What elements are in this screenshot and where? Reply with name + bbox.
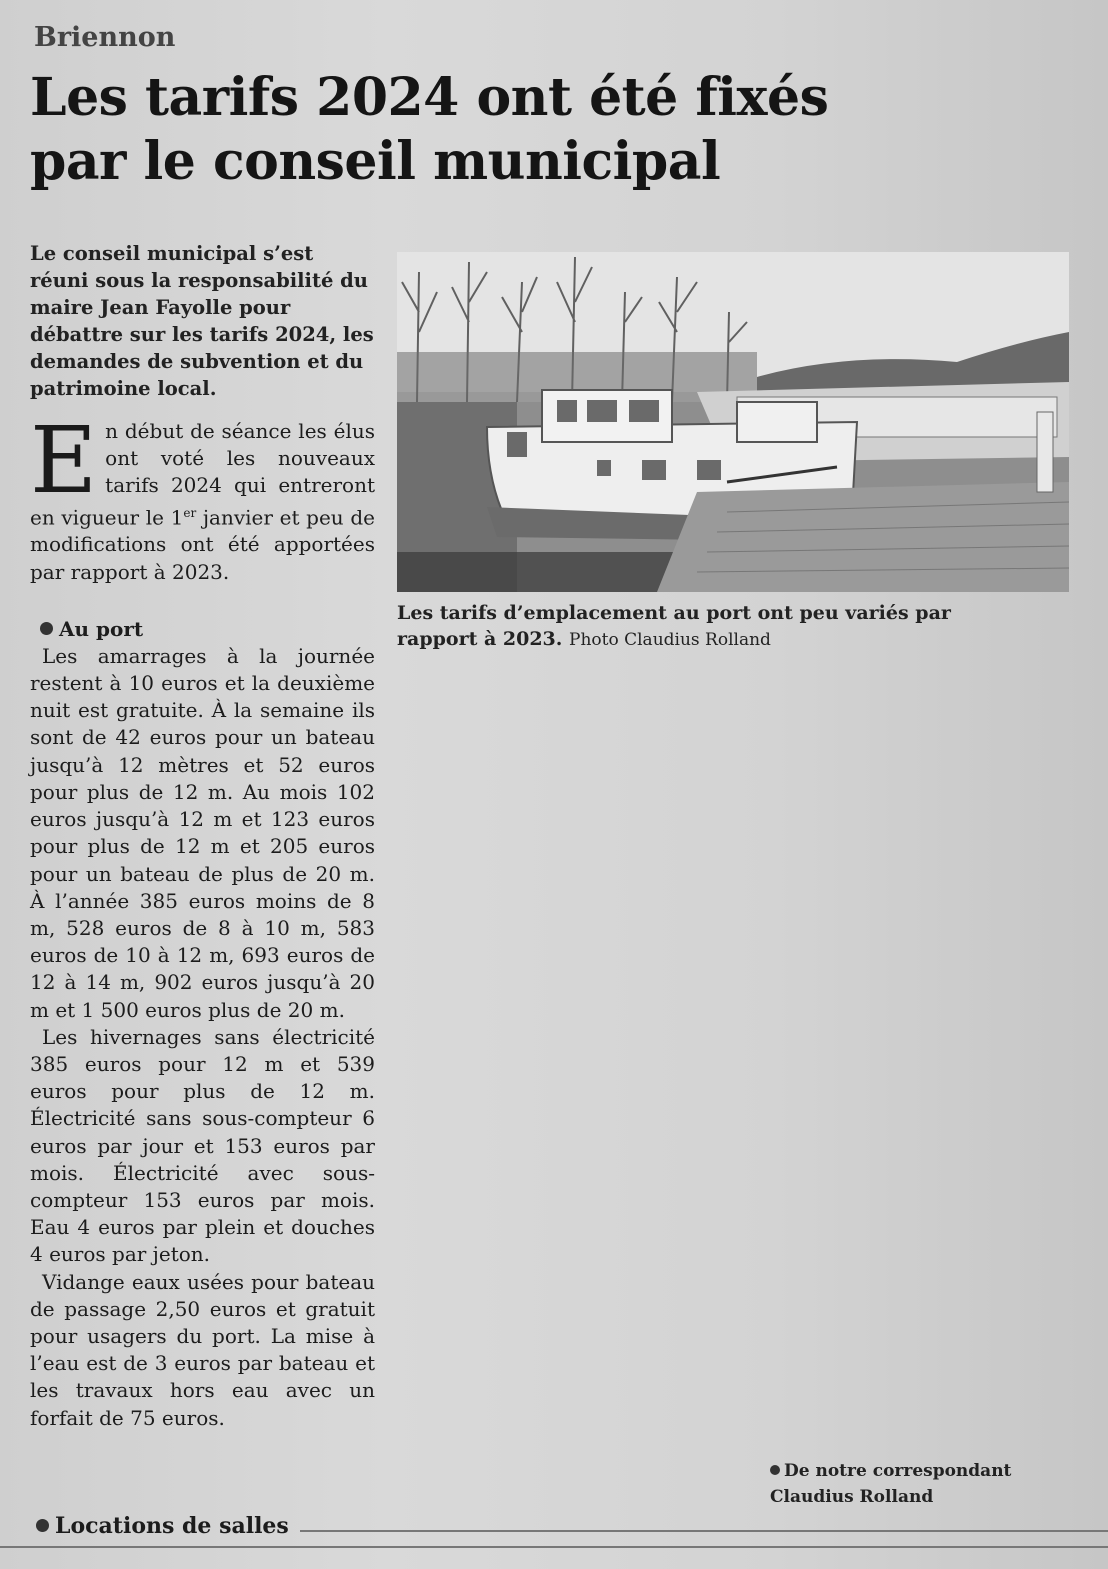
photo-caption-text: Les tarifs d’emplacement au port ont peu variés par rapport à 2023.: [397, 602, 951, 650]
article-kicker: Briennon: [34, 22, 176, 53]
bullet-icon: [40, 622, 53, 635]
drop-cap: E: [30, 407, 98, 514]
article-left-column: [30, 240, 375, 1432]
section-heading-port-label: Au port: [59, 616, 144, 641]
paragraph-wintering: Les hivernages sans électricité 385 euros pour 12 m et 539 euros pour plus de 12 m. Électricité sans sous-compteur 6 euros par jour et 153 euros par mois. Électricité avec sous-compteur 153 euros par mois. Eau 4 euros par plein et douches 4 euros par jeton.: [30, 1024, 375, 1267]
article-signature: [770, 1458, 1070, 1510]
section-heading-rooms-label: Locations de salles: [55, 1513, 289, 1539]
intro-text-a: n début de séance les élus ont voté les nouveaux tarifs 2024 qui entreront en vigueur le 1: [30, 419, 375, 530]
section-heading-port: [30, 616, 375, 643]
article-headline: [30, 66, 930, 194]
divider-rule: [300, 1530, 1108, 1532]
headline-line-1: Les tarifs 2024 ont été fixés: [30, 67, 829, 128]
paragraph-drainage: Vidange eaux usées pour bateau de passage 2,50 euros et gratuit pour usagers du port. La mise à l’eau est de 3 euros par bateau et les travaux hors eau avec un forfait de 75 euros.: [30, 1269, 375, 1430]
intro-superscript: er: [183, 505, 197, 520]
bullet-icon: [36, 1519, 49, 1532]
bullet-icon: [770, 1465, 780, 1475]
divider-rule-bottom: [0, 1546, 1108, 1548]
paragraph-moorings: Les amarrages à la journée restent à 10 euros et la deuxième nuit est gratuite. À la semaine ils sont de 42 euros pour un bateau jusqu’à 12 mètres et 52 euros pour plus de 12 m. Au mois 102 euros jusqu’à 12 m et 123 euros pour plus de 12 m et 205 euros pour un bateau de plus de 20 m. À l’année 385 euros moins de 8 m, 528 euros de 8 à 10 m, 583 euros de 10 à 12 m, 693 euros de 12 à 14 m, 902 euros jusqu’à 20 m et 1 500 euros plus de 20 m.: [30, 643, 375, 1022]
boats-photo-illustration: [397, 252, 1069, 592]
intro-text-b: janvier et peu de modifications ont été apportées par rapport à 2023.: [30, 505, 375, 584]
photo-credit: Photo Claudius Rolland: [569, 630, 771, 650]
section-heading-rooms: [30, 1513, 289, 1539]
signature-role: De notre correspondant: [784, 1461, 1012, 1481]
harbour-photo: [397, 252, 1069, 592]
article-chapo: Le conseil municipal s’est réuni sous la responsabilité du maire Jean Fayolle pour débattre sur les tarifs 2024, les demandes de subvention et du patrimoine local.: [30, 242, 374, 400]
signature-line-1: [770, 1458, 1070, 1484]
signature-author: Claudius Rolland: [770, 1487, 934, 1507]
article-intro: [30, 407, 375, 586]
photo-caption: [397, 600, 1037, 653]
headline-line-2: par le conseil municipal: [30, 131, 721, 192]
